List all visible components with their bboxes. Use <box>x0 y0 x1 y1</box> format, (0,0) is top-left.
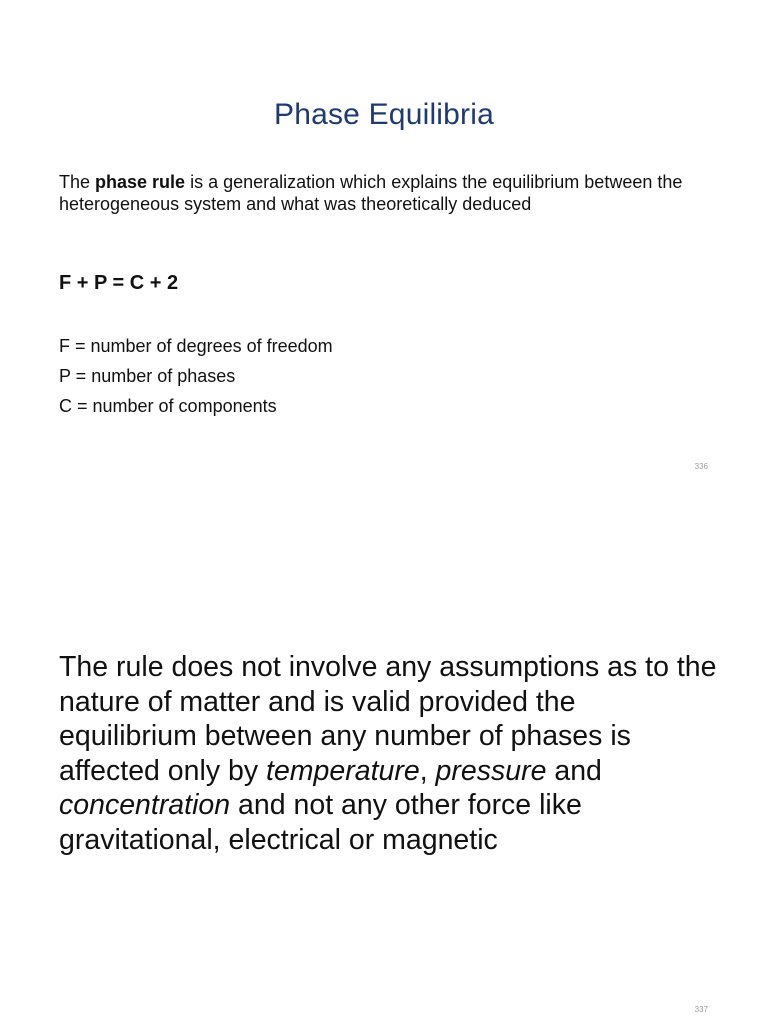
definition-p: P = number of phases <box>59 366 236 386</box>
paragraph-part-3: and not any other force like gravitational, electrical or magnetic <box>59 789 582 856</box>
definition-c: C = number of components <box>59 396 277 416</box>
phase-rule-intro <box>59 172 699 215</box>
intro-lead: The <box>59 172 96 192</box>
slide-336 <box>0 0 768 490</box>
variable-definitions <box>59 334 333 424</box>
emphasis-temperature: temperature <box>266 754 420 787</box>
emphasis-pressure: pressure <box>435 754 547 787</box>
slide-title: Phase Equilibria <box>274 98 494 131</box>
phase-rule-conditions-paragraph <box>59 650 719 858</box>
page-number: 336 <box>694 462 708 471</box>
intro-rest: is a generalization which explains the equilibrium between the heterogeneous system and what was theoretically deduced <box>59 172 683 214</box>
definition-f: F = number of degrees of freedom <box>59 336 333 356</box>
slide-337 <box>0 490 768 1024</box>
phase-rule-equation: F + P = C + 2 <box>59 272 179 294</box>
paragraph-separator: , <box>419 754 436 787</box>
emphasis-concentration: concentration <box>59 789 231 822</box>
paragraph-part-1: The rule does not involve any assumptions as to the nature of matter and is valid provided the equilibrium between any number of phases is affected only by <box>59 651 717 787</box>
intro-term-bold: phase rule <box>95 172 186 192</box>
paragraph-part-2: and <box>546 754 602 787</box>
page-number: 337 <box>694 1005 708 1014</box>
